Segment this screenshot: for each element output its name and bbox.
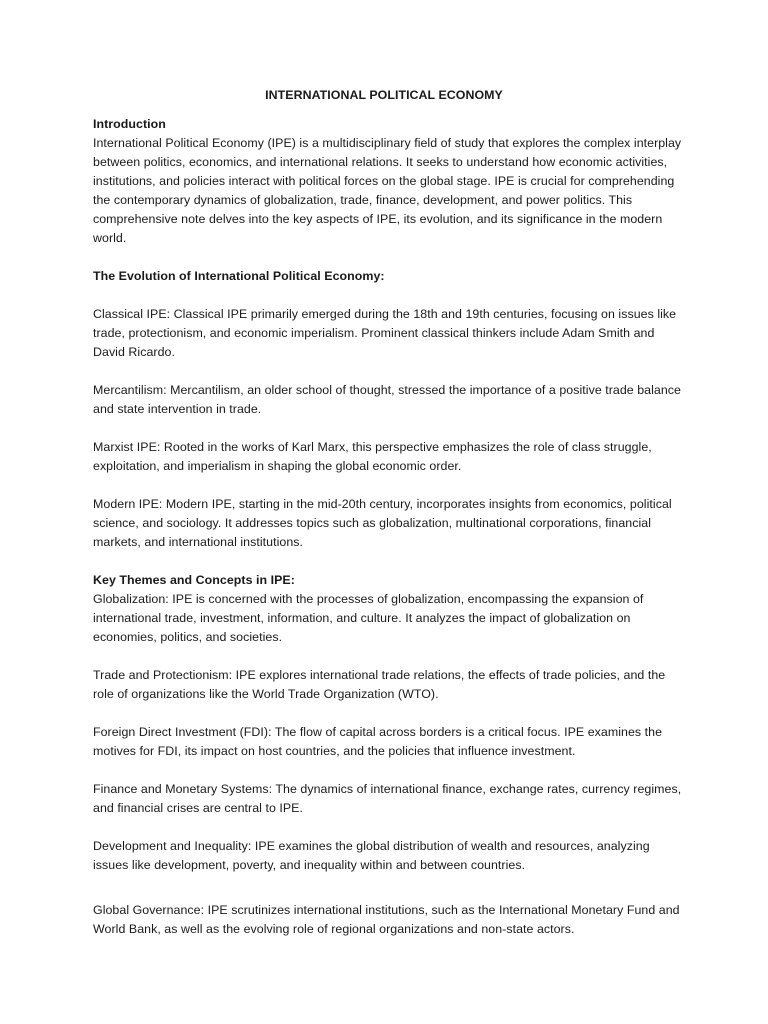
theme-paragraph-trade: Trade and Protectionism: IPE explores international trade relations, the effects of trade policies, and the role of organizations like the World Trade Organization (WTO). bbox=[93, 668, 666, 701]
evolution-heading: The Evolution of International Political Economy: bbox=[93, 269, 385, 283]
theme-paragraph-fdi: Foreign Direct Investment (FDI): The flow of capital across borders is a critical focus. IPE examines the motives for FDI, its impact on host countries, and the policies that influence investment. bbox=[93, 725, 663, 758]
theme-paragraph-development: Development and Inequality: IPE examines the global distribution of wealth and resources, analyzing issues like development, poverty, and inequality within and between countries. bbox=[93, 839, 650, 872]
evolution-paragraph-mercantilism: Mercantilism: Mercantilism, an older school of thought, stressed the importance of a positive trade balance and state intervention in trade. bbox=[93, 383, 681, 416]
intro-heading: Introduction bbox=[93, 117, 166, 131]
theme-paragraph-finance: Finance and Monetary Systems: The dynamics of international finance, exchange rates, currency regimes, and financial crises are central to IPE. bbox=[93, 782, 682, 815]
theme-paragraph-governance: Global Governance: IPE scrutinizes international institutions, such as the International Monetary Fund and World Bank, as well as the evolving role of regional organizations and non-state actors. bbox=[93, 903, 680, 936]
evolution-paragraph-marxist: Marxist IPE: Rooted in the works of Karl Marx, this perspective emphasizes the role of class struggle, exploitation, and imperialism in shaping the global economic order. bbox=[93, 440, 652, 473]
intro-paragraph: International Political Economy (IPE) is a multidisciplinary field of study that explores the complex interplay between politics, economics, and international relations. It seeks to understand how economic activities, institutions, and policies interact with political forces on the global stage. IPE is crucial for comprehending the contemporary dynamics of globalization, trade, finance, development, and power politics. This comprehensive note delves into the key aspects of IPE, its evolution, and its significance in the modern world. bbox=[93, 136, 682, 245]
document-page bbox=[93, 86, 683, 939]
theme-paragraph-globalization: Globalization: IPE is concerned with the processes of globalization, encompassing the expansion of international trade, investment, information, and culture. It analyzes the impact of globalization on economies, politics, and societies. bbox=[93, 592, 644, 644]
document-title: INTERNATIONAL POLITICAL ECONOMY bbox=[265, 88, 503, 102]
themes-heading: Key Themes and Concepts in IPE: bbox=[93, 573, 295, 587]
evolution-paragraph-modern: Modern IPE: Modern IPE, starting in the mid-20th century, incorporates insights from economics, political science, and sociology. It addresses topics such as globalization, multinational corporations, financial markets, and international institutions. bbox=[93, 497, 672, 549]
evolution-paragraph-classical: Classical IPE: Classical IPE primarily emerged during the 18th and 19th centuries, focusing on issues like trade, protectionism, and economic imperialism. Prominent classical thinkers include Adam Smith and David Ricardo. bbox=[93, 307, 677, 359]
